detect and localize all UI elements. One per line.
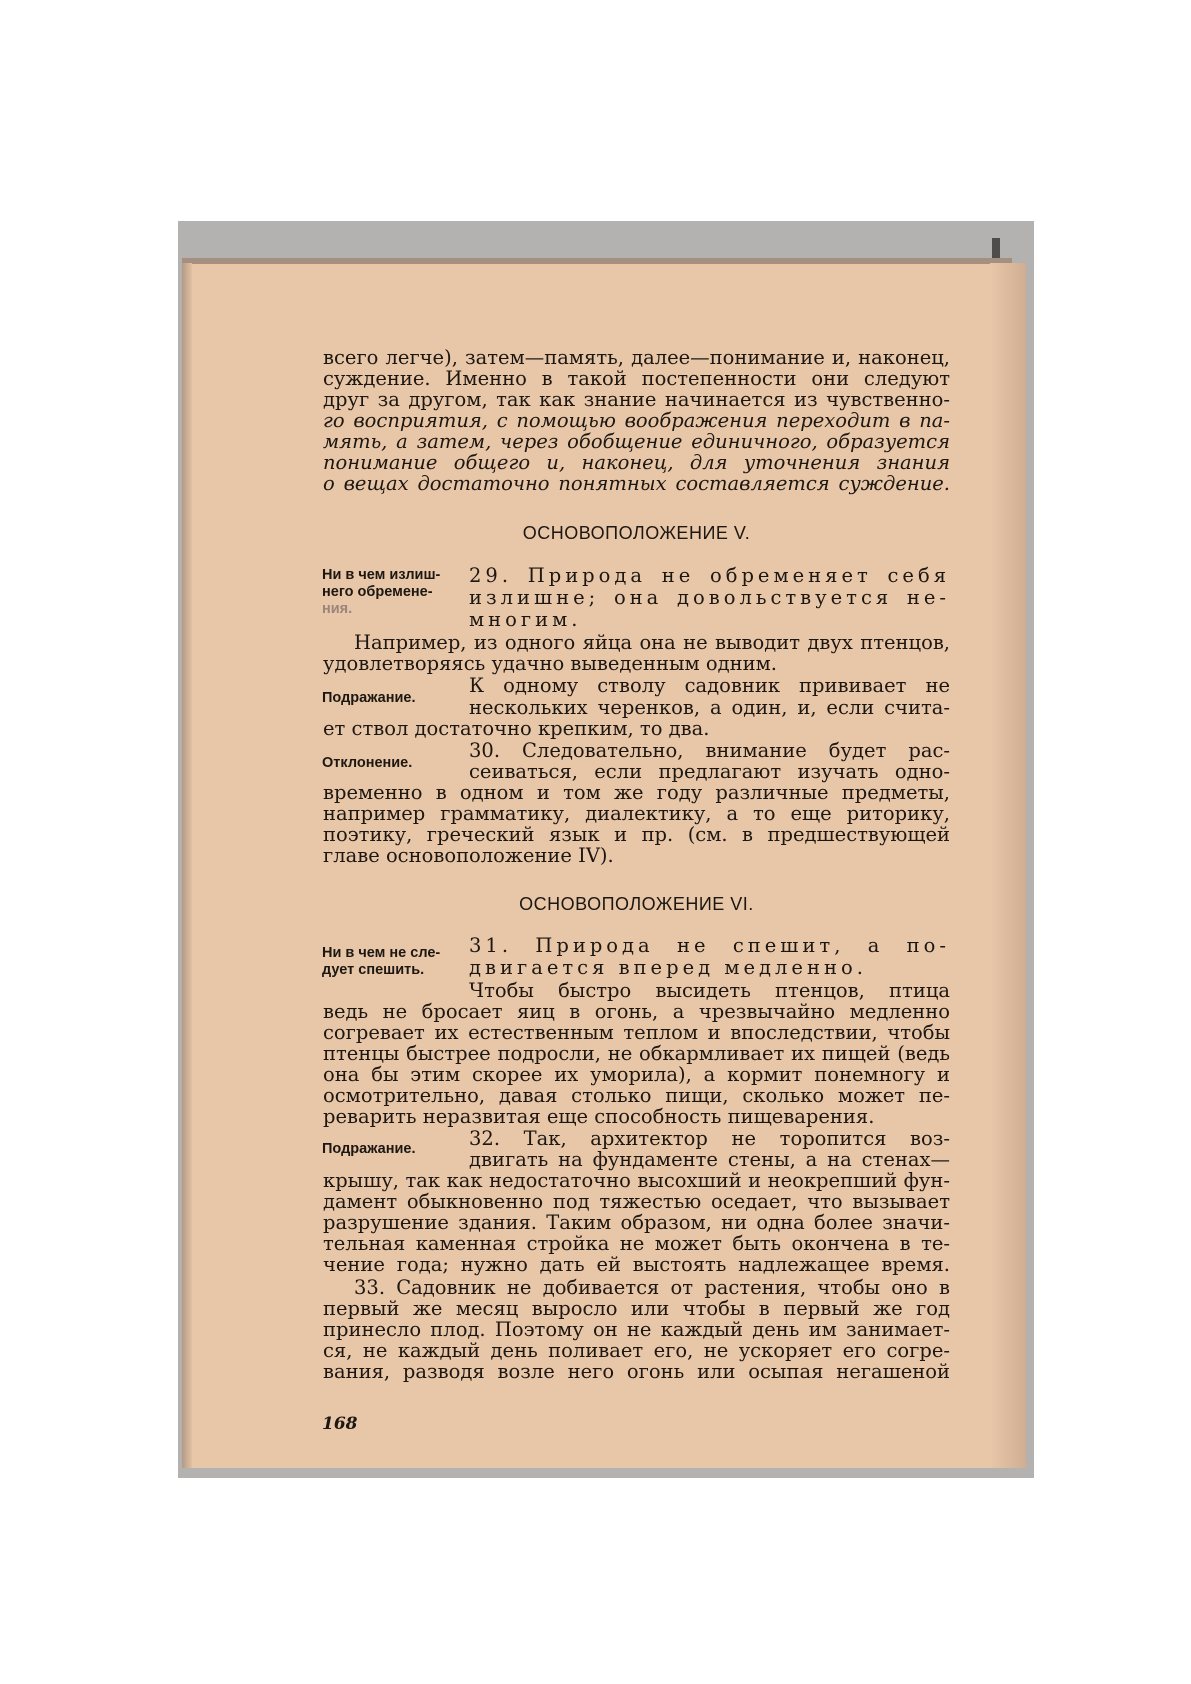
- text-line: суждение. Именно в такой постепенности они следуют: [323, 367, 950, 390]
- text-line: Чтобы быстро высидеть птенцов, птица: [469, 979, 950, 1002]
- margin-note-line: него обремене-: [322, 584, 433, 600]
- page-left-edge: [182, 263, 192, 1468]
- margin-note-imitation: Подражание.: [322, 690, 416, 706]
- scan-artifact: [992, 238, 1000, 258]
- section-heading-principle-v: ОСНОВОПОЛОЖЕНИЕ V.: [522, 523, 751, 543]
- text-line: тельная каменная стройка не может быть окончена в те-: [323, 1232, 950, 1255]
- text-line: го восприятия, с помощью воображения переходит в па-: [323, 409, 950, 432]
- text-line: принесло плод. Поэтому он не каждый день им занимает-: [323, 1318, 950, 1341]
- text-line: например грамматику, диалектику, а то еще риторику,: [323, 802, 950, 825]
- text-line: нескольких черенков, а один, и, если счита-: [469, 696, 950, 719]
- text-line: излишне; она довольствуется не-: [469, 586, 950, 609]
- text-line: 29. Природа не обременяет себя: [469, 564, 950, 587]
- page-top-shadow: [182, 258, 1012, 264]
- margin-note-imitation: Подражание.: [322, 1141, 416, 1157]
- text-line: чение года; нужно дать ей выстоять надлежащее время.: [323, 1253, 950, 1276]
- text-line: ся, не каждый день поливает его, не ускоряет его согре-: [323, 1339, 950, 1362]
- margin-note-line: дует спешить.: [322, 962, 425, 978]
- text-line: двигается вперед медленно.: [469, 956, 867, 979]
- section-heading-principle-vi: ОСНОВОПОЛОЖЕНИЕ VI.: [519, 894, 754, 914]
- text-line: сеиваться, если предлагают изучать одно-: [469, 760, 950, 783]
- text-line: главе основоположение IV).: [323, 844, 614, 867]
- text-line: вания, разводя возле него огонь или осыпая негашеной: [323, 1360, 950, 1383]
- text-line: Например, из одного яйца она не выводит двух птенцов,: [354, 631, 950, 654]
- text-line: многим.: [469, 608, 582, 631]
- text-line: друг за другом, так как знание начинается из чувственно-: [323, 388, 950, 411]
- text-line: понимание общего и, наконец, для уточнения знания: [323, 451, 950, 474]
- page-right-edge: [990, 263, 1026, 1468]
- margin-note-deviation: Отклонение.: [322, 755, 413, 771]
- text-line: ведь не бросает яиц в огонь, а чрезвычайно медленно: [323, 1000, 950, 1023]
- margin-note-nothing-superfluous: [322, 567, 440, 618]
- text-line: 31. Природа не спешит, а по-: [469, 934, 950, 957]
- text-line: мять, а затем, через обобщение единичного, образуется: [323, 430, 950, 453]
- text-line: она бы этим скорее их уморила), а кормит понемногу и: [323, 1063, 950, 1086]
- text-line: двигать на фундаменте стены, а на стенах—: [469, 1148, 950, 1171]
- text-line: ет ствол достаточно крепким, то два.: [323, 717, 710, 740]
- text-line: временно в одном и том же году различные предметы,: [323, 781, 950, 804]
- text-line: К одному стволу садовник прививает не: [469, 674, 950, 697]
- text-line: реварить неразвитая еще способность пищеварения.: [323, 1105, 875, 1128]
- text-line: первый же месяц выросло или чтобы в первый же год: [323, 1297, 950, 1320]
- text-line: дамент обыкновенно под тяжестью оседает, что вызывает: [323, 1190, 950, 1213]
- text-line: разрушение здания. Таким образом, ни одна более значи-: [323, 1211, 950, 1234]
- text-line: согревает их естественным теплом и впоследствии, чтобы: [323, 1021, 950, 1044]
- text-line: птенцы быстрее подросли, не обкармливает их пищей (ведь: [323, 1042, 950, 1065]
- margin-note-no-haste: [322, 945, 440, 979]
- text-line: 33. Садовник не добивается от растения, чтобы оно в: [354, 1276, 950, 1299]
- text-line: всего легче), затем—память, далее—понимание и, наконец,: [323, 346, 950, 369]
- text-line: о вещах достаточно понятных составляется суждение.: [323, 472, 950, 495]
- text-line: 32. Так, архитектор не торопится воз-: [469, 1127, 950, 1150]
- text-line: удовлетворяясь удачно выведенным одним.: [323, 652, 777, 675]
- text-line: поэтику, греческий язык и пр. (см. в предшествующей: [323, 823, 950, 846]
- margin-note-line: ния.: [322, 601, 353, 617]
- text-line: 30. Следовательно, внимание будет рас-: [469, 739, 950, 762]
- margin-note-line: Ни в чем излиш-: [322, 567, 441, 583]
- page-number: 168: [322, 1414, 358, 1434]
- text-line: осмотрительно, давая столько пищи, сколько может пе-: [323, 1084, 950, 1107]
- margin-note-line: Ни в чем не сле-: [322, 945, 441, 961]
- text-line: крышу, так как недостаточно высохший и неокрепший фун-: [323, 1169, 950, 1192]
